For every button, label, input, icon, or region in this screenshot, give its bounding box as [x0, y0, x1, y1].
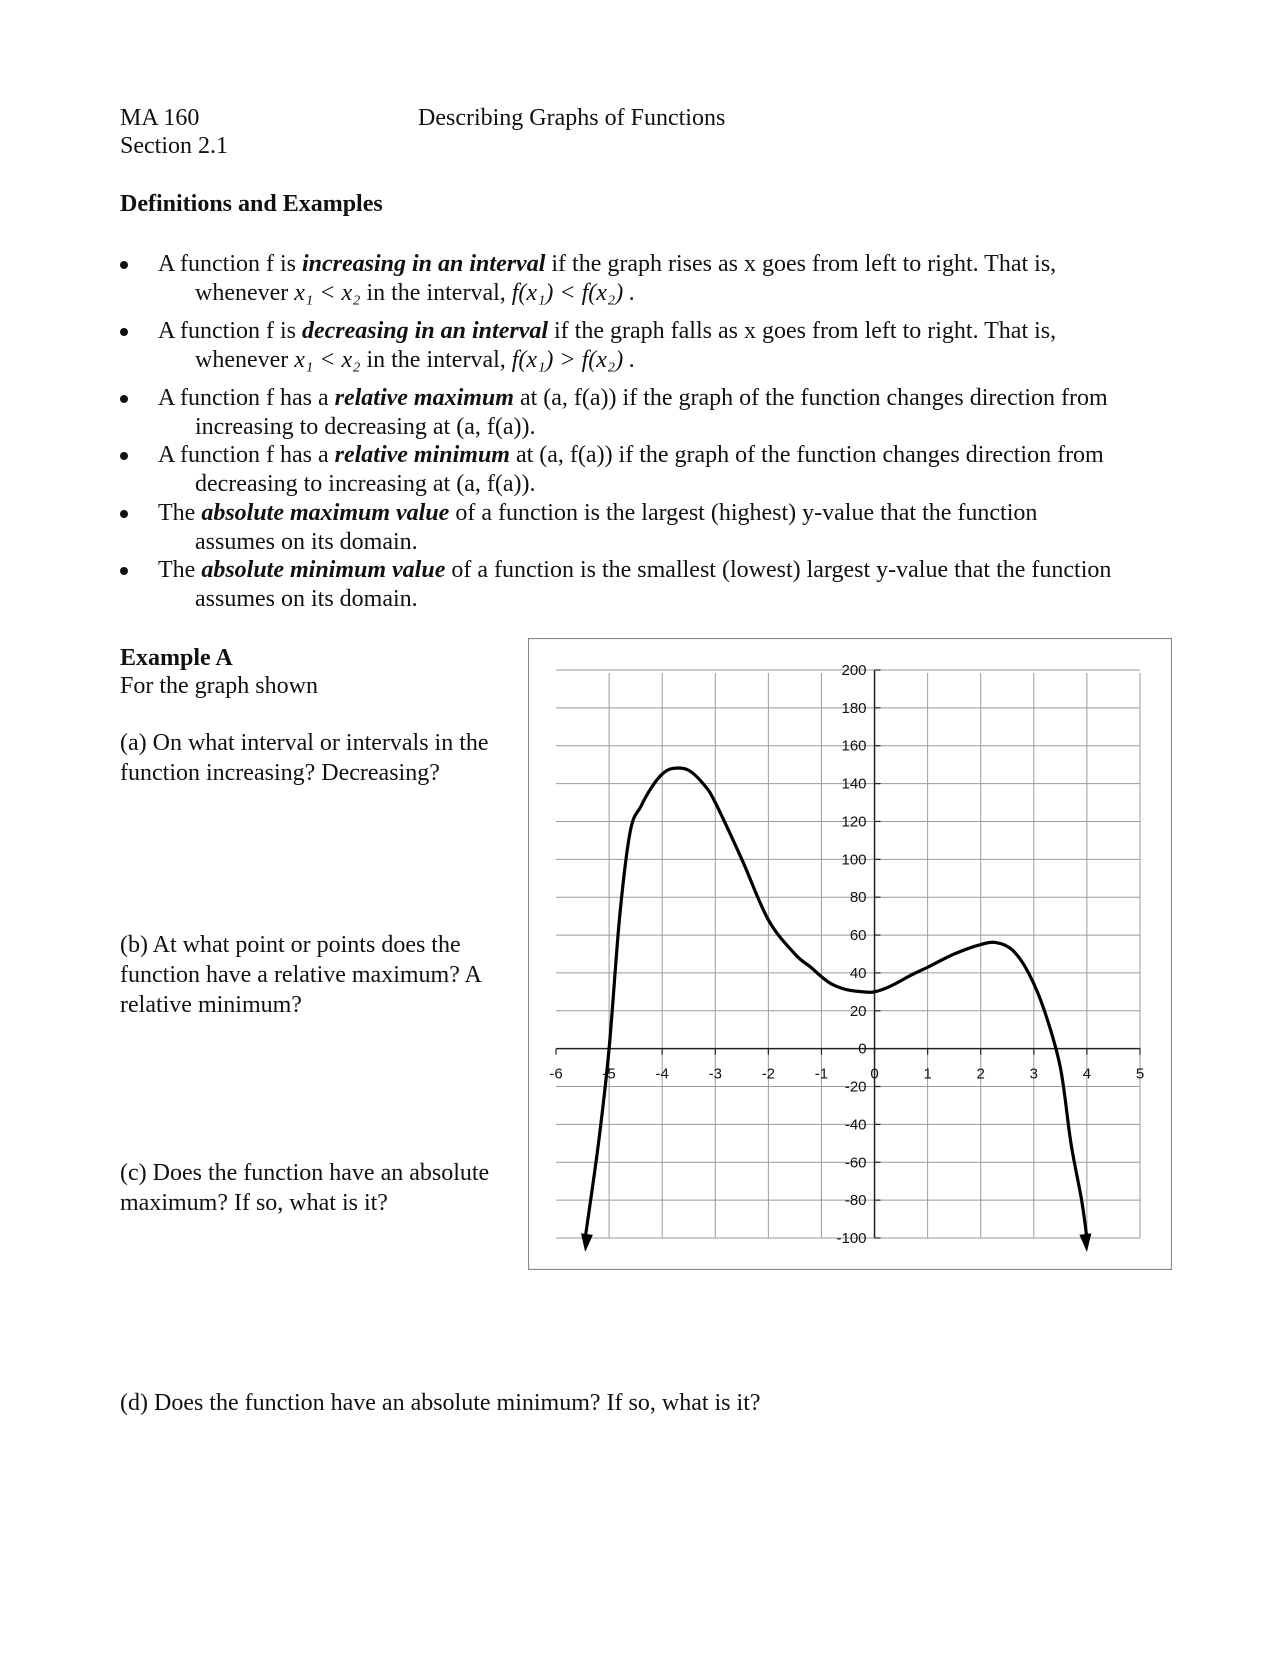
term-relative-maximum: relative maximum [334, 385, 514, 411]
y-tick-label: 100 [841, 851, 867, 869]
y-tick-label: -60 [844, 1154, 867, 1172]
math-cond: x₁ < x₂ [294, 280, 361, 306]
definition-absolute-minimum: The absolute minimum value of a function is the smallest (lowest) largest y-value that the function [158, 557, 1112, 583]
term-increasing: increasing in an interval [302, 251, 546, 277]
y-tick-label: 160 [841, 737, 867, 755]
y-tick-label: 140 [841, 775, 867, 793]
math-cond: x₁ < x₂ [294, 347, 361, 373]
x-tick-label: -2 [761, 1065, 776, 1083]
y-tick-label: 180 [841, 699, 867, 717]
course-code: MA 160 [120, 105, 200, 131]
section-label: Section 2.1 [120, 133, 228, 159]
definition-relative-minimum-line2: decreasing to increasing at (a, f(a)). [195, 471, 536, 497]
term-decreasing: decreasing in an interval [302, 318, 549, 344]
question-d: (d) Does the function have an absolute minimum? If so, what is it? [120, 1390, 761, 1416]
x-tick-label: 3 [1029, 1065, 1038, 1083]
definition-absolute-maximum: The absolute maximum value of a function is the largest (highest) y-value that the function [158, 500, 1038, 526]
x-tick-label: -4 [655, 1065, 669, 1083]
definition-decreasing: A function f is decreasing in an interval if the graph falls as x goes from left to right. That is, [158, 318, 1057, 344]
example-intro: For the graph shown [120, 673, 318, 699]
bullet [120, 567, 128, 575]
definition-increasing-condition: whenever x₁ < x₂ in the interval, f(x₁) < f(x₂) . [195, 280, 636, 306]
bullet [120, 452, 128, 460]
y-tick-label: 0 [858, 1040, 867, 1058]
x-tick-label: -1 [814, 1065, 829, 1083]
term-relative-minimum: relative minimum [334, 442, 510, 468]
y-tick-label: 80 [849, 889, 867, 907]
y-tick-label: 40 [849, 964, 867, 982]
term-absolute-maximum: absolute maximum value [201, 500, 450, 526]
bullet [120, 261, 128, 269]
x-tick-label: -3 [708, 1065, 722, 1083]
graph-frame [529, 639, 1172, 1270]
x-tick-label: 1 [923, 1065, 932, 1083]
example-heading: Example A [120, 645, 233, 671]
bullet [120, 395, 128, 403]
x-tick-label: 4 [1082, 1065, 1092, 1083]
y-tick-label: 60 [849, 927, 867, 945]
x-tick-label: 0 [870, 1065, 879, 1083]
definition-relative-maximum: A function f has a relative maximum at (a, f(a)) if the graph of the function changes direction from [158, 385, 1108, 411]
y-tick-label: -20 [844, 1078, 867, 1096]
math-result: f(x₁) > f(x₂) . [511, 347, 636, 373]
x-tick-label: -6 [549, 1065, 563, 1083]
definition-relative-maximum-line2: increasing to decreasing at (a, f(a)). [195, 414, 536, 440]
definitions-heading: Definitions and Examples [120, 191, 383, 217]
bullet [120, 328, 128, 336]
definition-increasing: A function f is increasing in an interval if the graph rises as x goes from left to right. That is, [158, 251, 1057, 277]
page-title: Describing Graphs of Functions [418, 105, 726, 131]
definition-absolute-minimum-line2: assumes on its domain. [195, 586, 418, 612]
y-tick-label: 120 [841, 813, 867, 831]
y-tick-label: 20 [849, 1002, 867, 1020]
definition-absolute-maximum-line2: assumes on its domain. [195, 529, 418, 555]
math-result: f(x₁) < f(x₂) . [511, 280, 636, 306]
definition-relative-minimum: A function f has a relative minimum at (a, f(a)) if the graph of the function changes direction from [158, 442, 1104, 468]
y-tick-label: -40 [844, 1116, 867, 1134]
function-graph [528, 638, 1172, 1270]
y-tick-label: -80 [844, 1192, 867, 1210]
question-b: (b) At what point or points does the function have a relative maximum? A relative minimum? [120, 932, 482, 1018]
question-c: (c) Does the function have an absolute maximum? If so, what is it? [120, 1160, 490, 1216]
bullet [120, 510, 128, 518]
y-tick-label: -100 [836, 1230, 867, 1247]
x-tick-label: 5 [1135, 1065, 1145, 1083]
x-tick-label: -5 [602, 1065, 616, 1083]
question-a: (a) On what interval or intervals in the function increasing? Decreasing? [120, 730, 489, 786]
definition-decreasing-condition: whenever x₁ < x₂ in the interval, f(x₁) > f(x₂) . [195, 347, 636, 373]
x-tick-label: 2 [976, 1065, 985, 1083]
y-tick-label: 200 [841, 662, 867, 679]
term-absolute-minimum: absolute minimum value [201, 557, 446, 583]
